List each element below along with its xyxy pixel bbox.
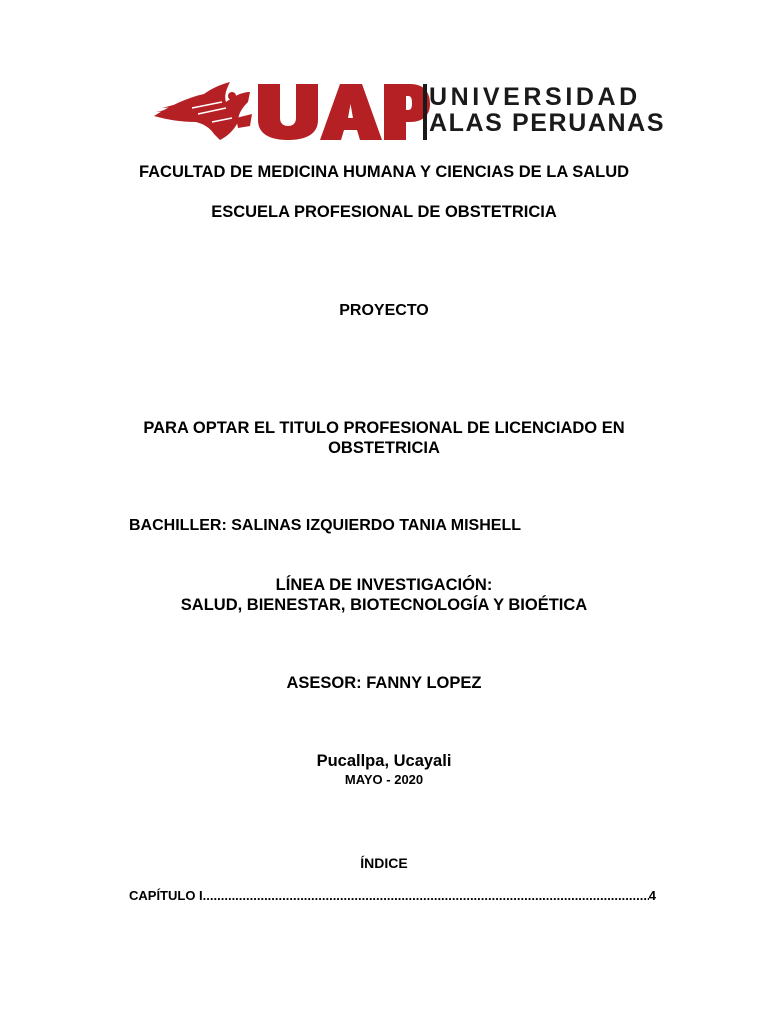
author-line: BACHILLER: SALINAS IZQUIERDO TANIA MISHELL <box>129 517 521 534</box>
toc-entry-label: CAPÍTULO I <box>129 888 203 903</box>
school-name: ESCUELA PROFESIONAL DE OBSTETRICIA <box>211 203 557 221</box>
toc-leader-dots <box>203 888 649 903</box>
location-city: Pucallpa, Ucayali <box>316 752 452 770</box>
faculty-name: FACULTAD DE MEDICINA HUMANA Y CIENCIAS DE LA SALUD <box>138 163 630 181</box>
advisor-line: ASESOR: FANNY LOPEZ <box>286 674 482 692</box>
degree-statement: PARA OPTAR EL TITULO PROFESIONAL DE LICENCIADO EN OBSTETRICIA <box>143 419 625 457</box>
toc-entry[interactable] <box>129 888 656 903</box>
document-date: MAYO - 2020 <box>344 772 424 787</box>
research-line-label: LÍNEA DE INVESTIGACIÓN: <box>275 576 493 594</box>
university-name-line2: ALAS PERUANAS <box>429 109 666 137</box>
toc-entry-page: 4 <box>648 888 656 903</box>
research-line-topics: SALUD, BIENESTAR, BIOTECNOLOGÍA Y BIOÉTICA <box>180 596 588 614</box>
index-heading: ÍNDICE <box>360 855 408 871</box>
document-type: PROYECTO <box>339 302 429 319</box>
research-line <box>0 575 768 615</box>
university-name-line1: UNIVERSIDAD <box>429 83 641 111</box>
university-name <box>429 84 665 136</box>
university-logo <box>152 78 666 144</box>
